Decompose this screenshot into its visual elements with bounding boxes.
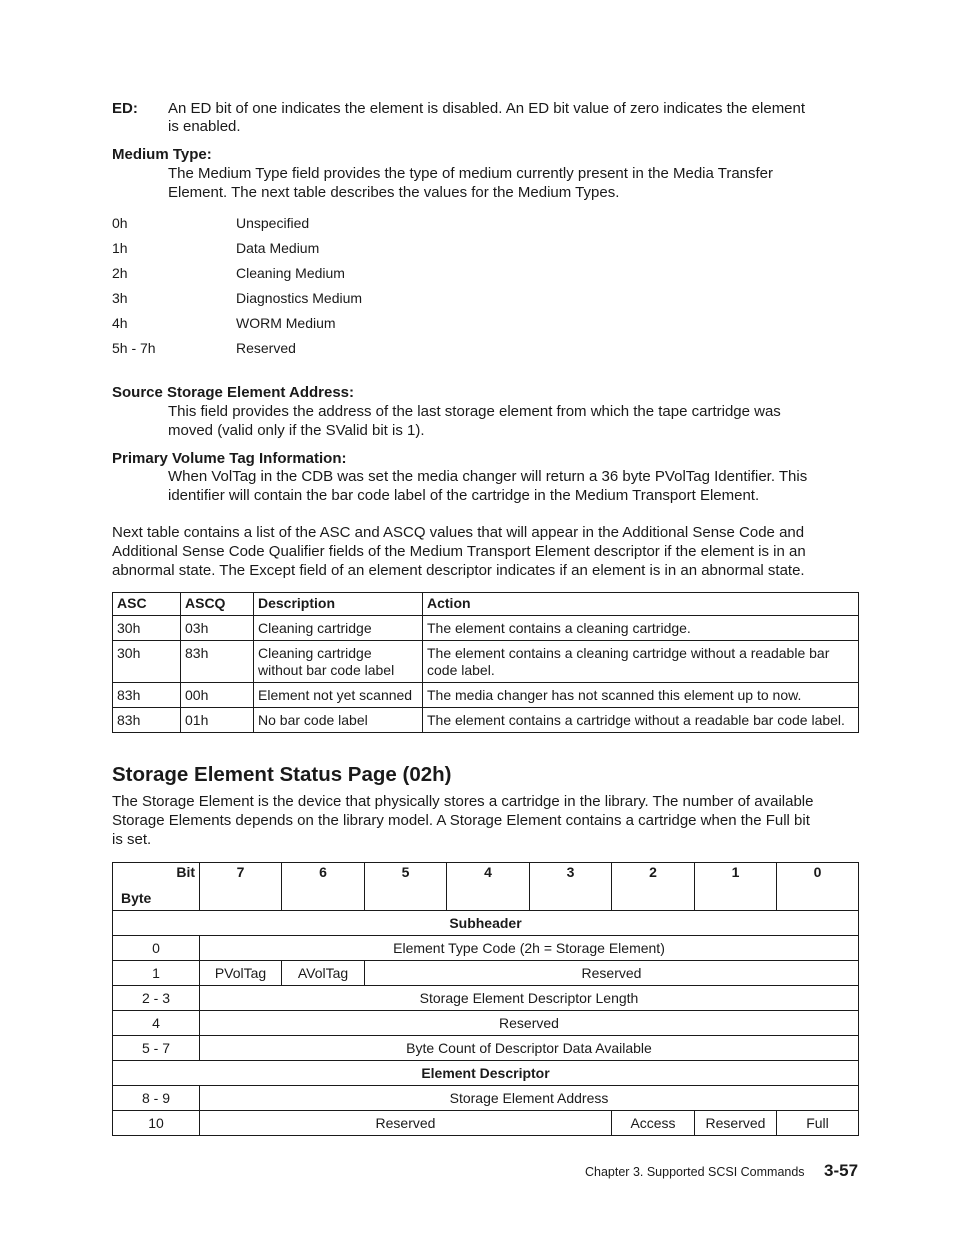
cell-text: No bar code label	[258, 712, 368, 728]
bit-7-header: 7	[200, 863, 282, 911]
cell-asc: 83h	[113, 708, 181, 733]
byte-number: 8 - 9	[113, 1086, 200, 1111]
cell-ascq: 83h	[181, 641, 254, 683]
field-reserved: Reserved	[695, 1111, 777, 1136]
field-element-type-code: Element Type Code (2h = Storage Element)	[200, 936, 859, 961]
section-desc-line3: is set.	[112, 831, 152, 848]
medium-desc: Data Medium	[236, 240, 320, 256]
field-byte-count: Byte Count of Descriptor Data Available	[200, 1036, 859, 1061]
medium-type-desc-line2: Element. The next table describes the values for the Medium Types.	[168, 184, 620, 201]
section-heading: Storage Element Status Page (02h)	[112, 763, 452, 786]
bit-byte-corner	[113, 863, 200, 911]
bit-label: Bit	[176, 864, 195, 880]
byte-number: 2 - 3	[113, 986, 200, 1011]
medium-code: 0h	[112, 215, 128, 231]
footer-chapter: Chapter 3. Supported SCSI Commands	[585, 1165, 805, 1179]
table-row	[113, 708, 859, 733]
source-storage-term: Source Storage Element Address:	[112, 384, 355, 401]
source-storage-desc-line2: moved (valid only if the SValid bit is 1).	[168, 422, 425, 439]
medium-desc: Diagnostics Medium	[236, 290, 363, 306]
column-header-asc: ASC	[113, 593, 181, 616]
cell-asc: 83h	[113, 683, 181, 708]
cell-text: Cleaning cartridge	[258, 620, 372, 636]
subheader-row	[113, 911, 859, 936]
table-row	[113, 1036, 859, 1061]
bit-0-header: 0	[777, 863, 859, 911]
cell-action	[423, 683, 859, 708]
section-desc-line1: The Storage Element is the device that physically stores a cartridge in the library. The number of available	[112, 793, 814, 810]
medium-desc: WORM Medium	[236, 315, 336, 331]
cell-description	[254, 616, 423, 641]
field-pvoltag: PVolTag	[200, 961, 282, 986]
bit-1-header: 1	[695, 863, 777, 911]
medium-desc: Cleaning Medium	[236, 265, 345, 281]
ed-desc-line2: is enabled.	[168, 118, 241, 135]
page-number: 3-57	[824, 1161, 859, 1180]
bit-6-header: 6	[282, 863, 365, 911]
cell-ascq: 00h	[181, 683, 254, 708]
cell-action	[423, 708, 859, 733]
byte-number: 10	[113, 1111, 200, 1136]
bit-3-header: 3	[530, 863, 612, 911]
element-descriptor-label: Element Descriptor	[113, 1061, 859, 1086]
cell-text: The element contains a cleaning cartridge without a readable bar	[427, 645, 830, 661]
cell-description	[254, 641, 423, 683]
table-row	[113, 936, 859, 961]
cell-text: Element not yet scanned	[258, 687, 413, 703]
byte-number: 0	[113, 936, 200, 961]
asc-intro-line3: abnormal state. The Except field of an element descriptor indicates if an element is in an abnormal state.	[112, 562, 805, 579]
byte-number: 4	[113, 1011, 200, 1036]
field-descriptor-length: Storage Element Descriptor Length	[200, 986, 859, 1011]
cell-text: without bar code label	[258, 662, 395, 678]
bit-2-header: 2	[612, 863, 695, 911]
cell-text: The element contains a cartridge without a readable bar code label.	[427, 712, 845, 728]
ed-term: ED:	[112, 100, 138, 117]
field-avoltag: AVolTag	[282, 961, 365, 986]
cell-ascq: 01h	[181, 708, 254, 733]
cell-text: Cleaning cartridge	[258, 645, 372, 661]
asc-ascq-table	[112, 592, 859, 733]
medium-code: 3h	[112, 290, 128, 306]
table-row	[113, 1111, 859, 1136]
byte-number: 1	[113, 961, 200, 986]
medium-type-term: Medium Type:	[112, 146, 212, 163]
byte-label: Byte	[121, 890, 152, 906]
ed-desc-line1: An ED bit of one indicates the element is disabled. An ED bit value of zero indicates the element	[168, 100, 806, 117]
table-row	[113, 961, 859, 986]
primary-voltag-term: Primary Volume Tag Information:	[112, 450, 347, 467]
column-header-action: Action	[423, 593, 859, 616]
primary-voltag-desc-line1: When VolTag in the CDB was set the media changer will return a 36 byte PVolTag Identifier. This	[168, 468, 808, 485]
cell-description	[254, 683, 423, 708]
bit-header-row	[113, 863, 859, 911]
source-storage-desc-line1: This field provides the address of the last storage element from which the tape cartridge was	[168, 403, 781, 420]
table-row	[113, 1086, 859, 1111]
section-desc-line2: Storage Elements depends on the library model. A Storage Element contains a cartridge when the Full bit	[112, 812, 810, 829]
medium-code: 4h	[112, 315, 128, 331]
cell-asc: 30h	[113, 616, 181, 641]
column-header-description: Description	[254, 593, 423, 616]
cell-text: The media changer has not scanned this element up to now.	[427, 687, 802, 703]
cell-description	[254, 708, 423, 733]
asc-intro-line1: Next table contains a list of the ASC and ASCQ values that will appear in the Additional Sense Code and	[112, 524, 805, 541]
medium-type-desc-line1: The Medium Type field provides the type of medium currently present in the Media Transfer	[168, 165, 774, 182]
table-row	[113, 683, 859, 708]
field-reserved: Reserved	[365, 961, 859, 986]
field-full: Full	[777, 1111, 859, 1136]
medium-code: 5h - 7h	[112, 340, 156, 356]
cell-action	[423, 641, 859, 683]
column-header-ascq: ASCQ	[181, 593, 254, 616]
element-descriptor-row	[113, 1061, 859, 1086]
primary-voltag-desc-line2: identifier will contain the bar code label of the cartridge in the Medium Transport Element.	[168, 487, 760, 504]
subheader-label: Subheader	[113, 911, 859, 936]
medium-code: 1h	[112, 240, 128, 256]
cell-action	[423, 616, 859, 641]
cell-text: code label.	[427, 662, 495, 678]
byte-number: 5 - 7	[113, 1036, 200, 1061]
field-reserved: Reserved	[200, 1111, 612, 1136]
table-header-row	[113, 593, 859, 616]
table-row	[113, 641, 859, 683]
field-reserved: Reserved	[200, 1011, 859, 1036]
table-row	[113, 1011, 859, 1036]
table-row	[113, 616, 859, 641]
asc-intro-line2: Additional Sense Code Qualifier fields of the Medium Transport Element descriptor if the element is in an	[112, 543, 806, 560]
cell-ascq: 03h	[181, 616, 254, 641]
bit-5-header: 5	[365, 863, 447, 911]
bit-4-header: 4	[447, 863, 530, 911]
medium-desc: Reserved	[236, 340, 296, 356]
field-storage-element-address: Storage Element Address	[200, 1086, 859, 1111]
medium-desc: Unspecified	[236, 215, 310, 231]
table-row	[113, 986, 859, 1011]
storage-element-status-table	[112, 862, 859, 1136]
field-access: Access	[612, 1111, 695, 1136]
cell-text: The element contains a cleaning cartridge.	[427, 620, 691, 636]
medium-code: 2h	[112, 265, 128, 281]
cell-asc: 30h	[113, 641, 181, 683]
